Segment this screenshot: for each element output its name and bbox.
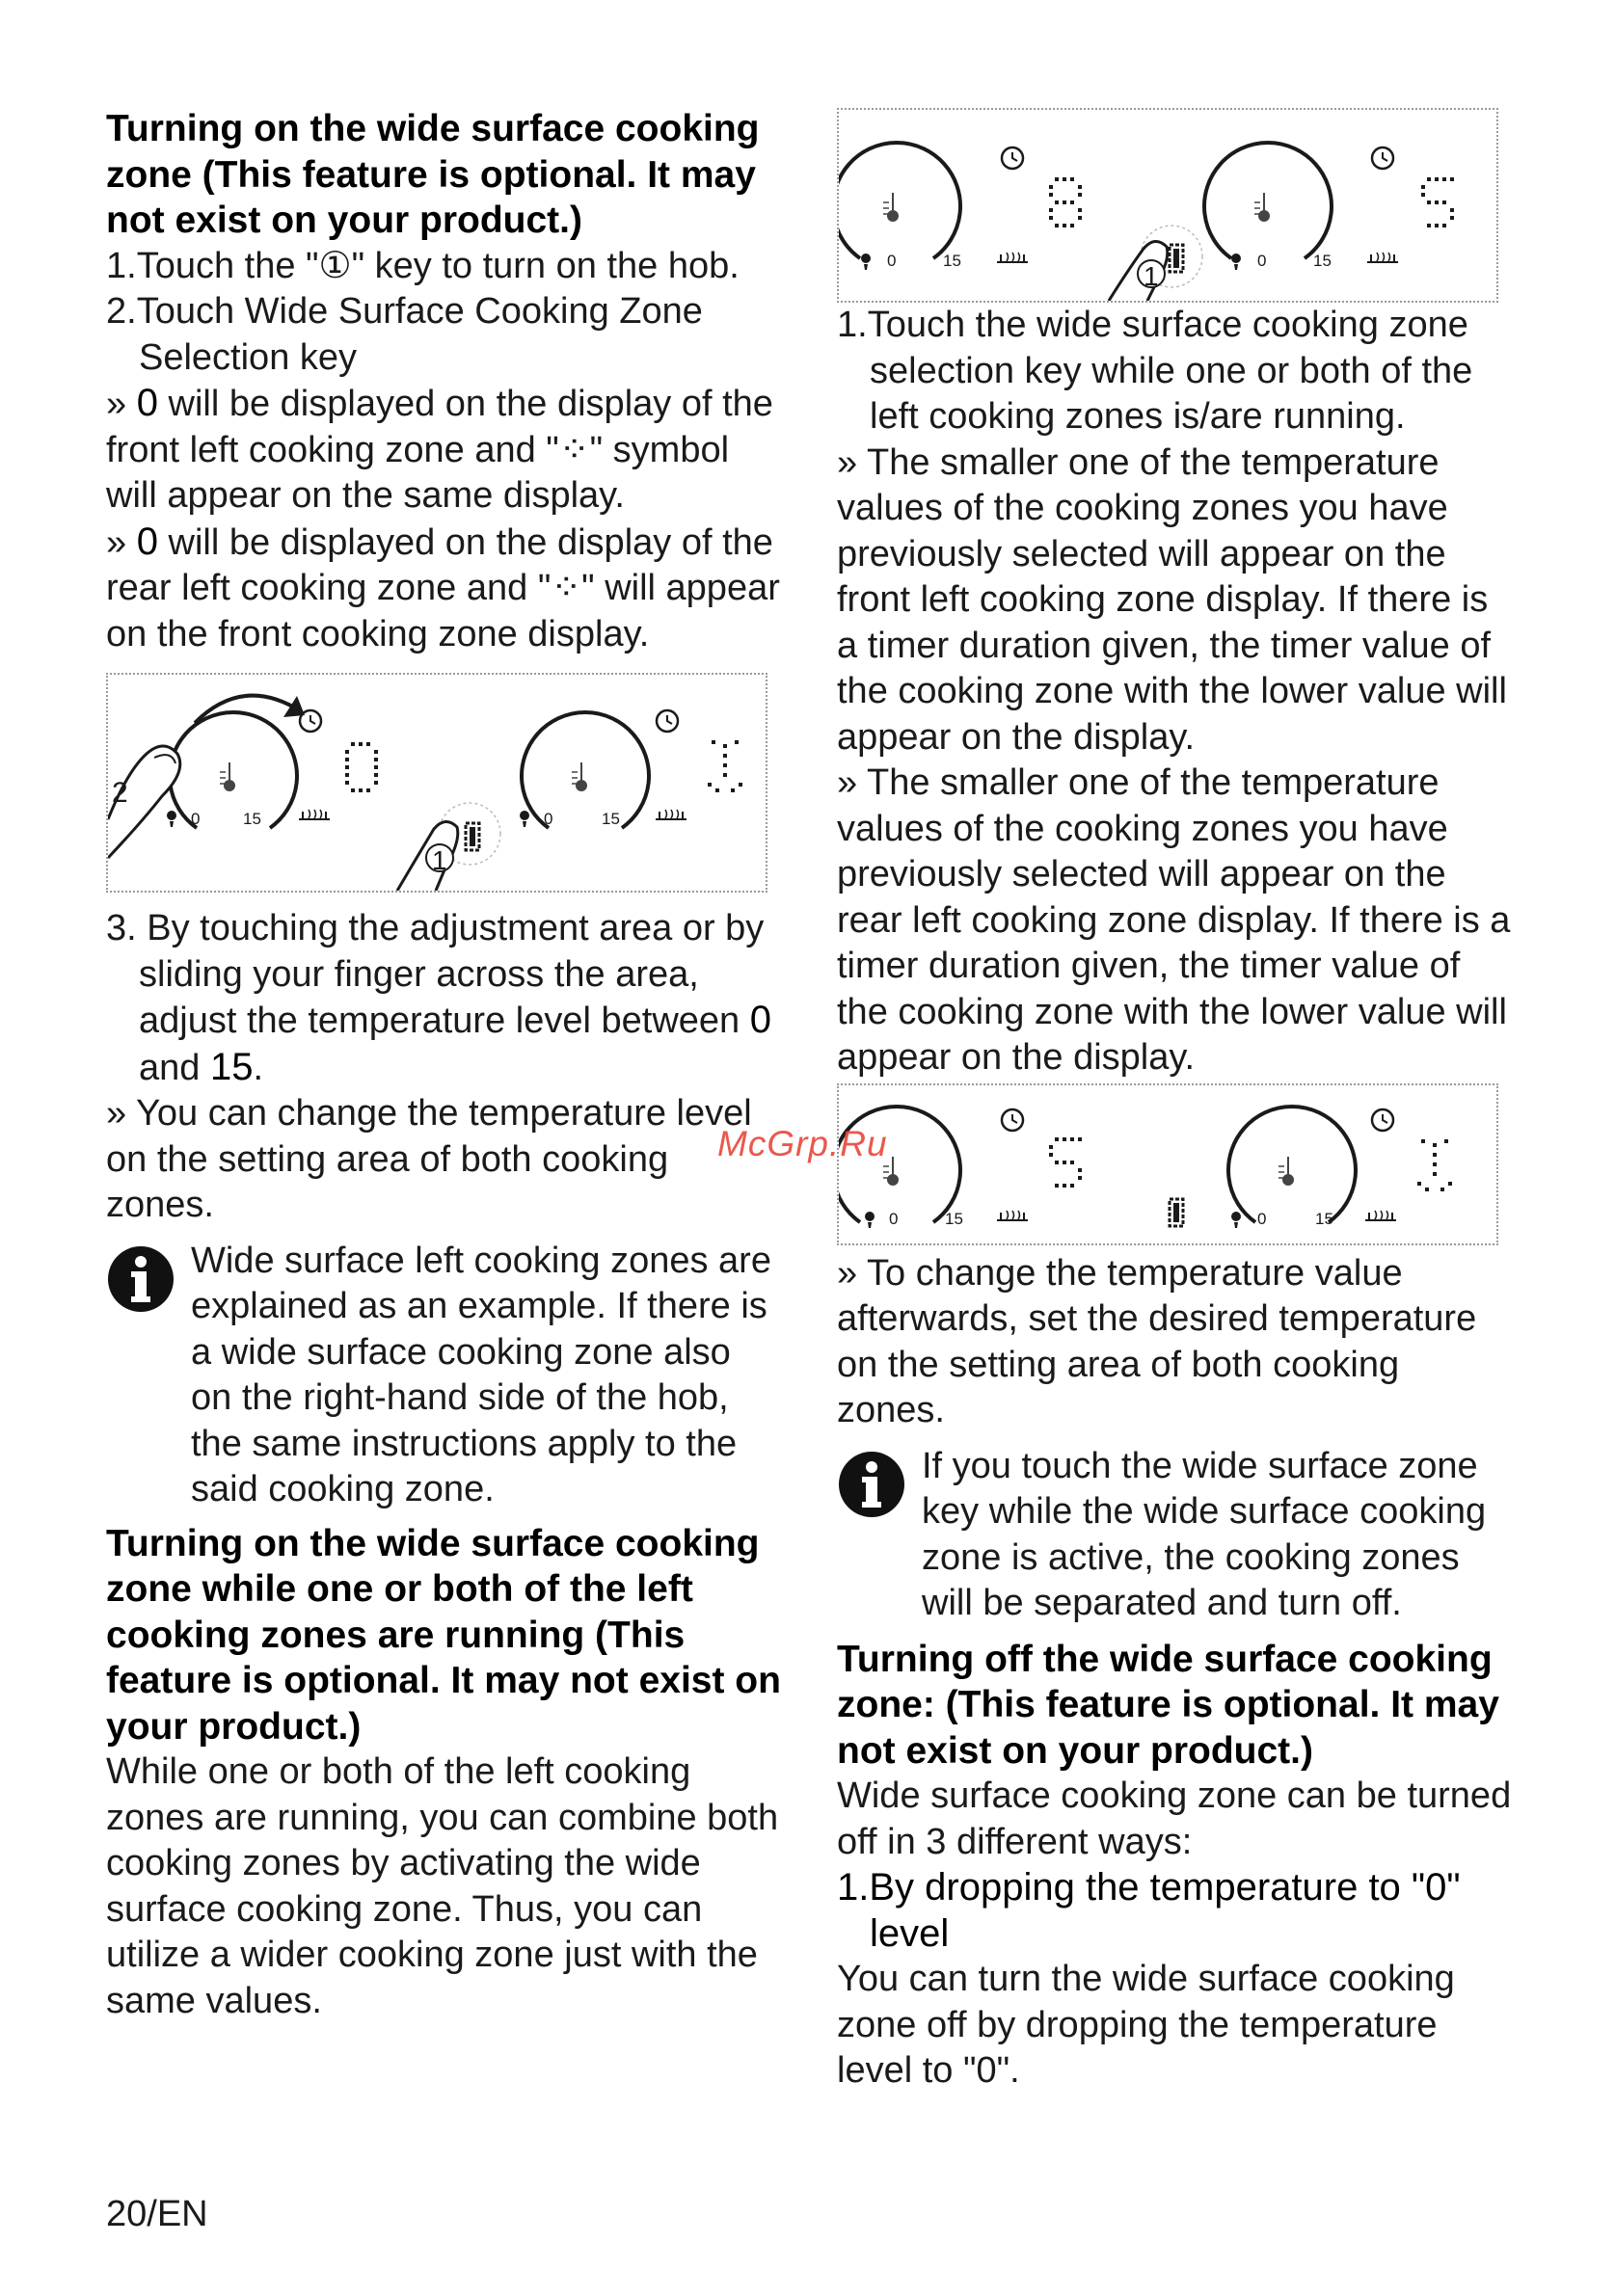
page-number: 20/EN xyxy=(106,2194,208,2234)
step-3: 3. By touching the adjustment area or by sliding your finger across the area, adjust the temperature level between 0 and 15. xyxy=(106,908,771,1088)
result-1: » 0 will be displayed on the display of the front left cooking zone and "⁘" symbol will appear on the same display. xyxy=(106,382,773,516)
dial-label-low: 0 xyxy=(544,810,553,828)
result-2-right: » The smaller one of the temperature values of the cooking zones you have previously selected will appear on the rear left cooking zone display. If there is a timer duration given, the timer value of the cooking zone with the lower value will appear on the display. xyxy=(837,762,1511,1078)
step-1-right: 1.Touch the wide surface cooking zone selection key while one or both of the left cooking zones is/are running. xyxy=(837,305,1473,437)
result-1-right: » The smaller one of the temperature values of the cooking zones you have previously selected will appear on the front left cooking zone display. If there is a timer duration given, the timer value of the cooking zone with the lower value will appear on the display. xyxy=(837,441,1507,758)
finger-touch-1 xyxy=(1109,241,1168,301)
info-text-1: Wide surface left cooking zones are explained as an example. If there is a wide surface cooking zone also on the right-hand side of the hob, the same instructions apply to the said cooking zone. xyxy=(191,1240,771,1509)
dial-label-low: 0 xyxy=(1257,1209,1267,1228)
para-turn-off-zero: You can turn the wide surface cooking zone off by dropping the temperature level to "0". xyxy=(837,1959,1455,2091)
dial-label-low: 0 xyxy=(889,1209,899,1228)
display-right xyxy=(1421,177,1454,227)
info-text-2: If you touch the wide surface zone key while the wide surface cooking zone is active, the cooking zones will be separated and turn off. xyxy=(922,1445,1487,1623)
dial-label-high: 15 xyxy=(945,1209,963,1228)
dial-label-high: 15 xyxy=(602,810,620,828)
dial-label-high: 15 xyxy=(1315,1209,1333,1228)
left-column xyxy=(106,106,781,2024)
svg-text:2: 2 xyxy=(112,777,128,809)
step-1: 1.Touch the "①" key to turn on the hob. xyxy=(106,245,740,286)
result-2: » 0 will be displayed on the display of the rear left cooking zone and "⁘" will appear on the front cooking zone display. xyxy=(106,520,780,654)
dial-label-high: 15 xyxy=(943,252,961,270)
step-2: 2.Touch Wide Surface Cooking Zone Selection key xyxy=(106,291,703,378)
info-note-2 xyxy=(837,1444,1512,1627)
display-right xyxy=(1417,1139,1452,1191)
para-turn-off-ways: Wide surface cooking zone can be turned off in 3 different ways: xyxy=(837,1775,1512,1862)
hob-control-figure-3 xyxy=(837,1083,1498,1245)
step-off-1: 1.By dropping the temperature to "0" level xyxy=(837,1866,1461,1955)
dial-label-low: 0 xyxy=(1257,252,1267,270)
result-3: » You can change the temperature level on the setting area of both cooking zones. xyxy=(106,1093,752,1225)
display-left xyxy=(1049,177,1082,227)
right-column xyxy=(837,108,1512,2095)
info-note-1 xyxy=(106,1239,781,1513)
dial-label-low: 0 xyxy=(191,810,201,828)
heading-turn-on-wide: Turning on the wide surface cooking zone (This feature is optional. It may not exist on your product.) xyxy=(106,108,760,241)
hob-control-figure-2 xyxy=(837,108,1498,303)
finger-touch-1 xyxy=(397,821,458,891)
info-icon xyxy=(837,1444,910,1524)
watermark: McGrp.Ru xyxy=(717,1124,888,1163)
svg-text:1: 1 xyxy=(432,845,447,875)
heading-turn-off-wide: Turning off the wide surface cooking zone: (This feature is optional. It may not exist on your product.) xyxy=(837,1638,1499,1772)
result-3-right: » To change the temperature value afterwards, set the desired temperature on the setting area of both cooking zones. xyxy=(837,1252,1477,1430)
display-left xyxy=(345,742,378,792)
finger-touch-2 xyxy=(108,746,180,858)
dial-label-high: 15 xyxy=(243,810,261,828)
hob-control-figure-1 xyxy=(106,673,767,893)
dial-label-low: 0 xyxy=(887,252,897,270)
heading-wide-while-running: Turning on the wide surface cooking zone while one or both of the left cooking zones are running (This feature is optional. It may not exist on your product.) xyxy=(106,1522,781,1748)
para-wide-while-running: While one or both of the left cooking zones are running, you can combine both cooking zones by activating the wide surface cooking zone. Thus, you can utilize a wider cooking zone just with the same values. xyxy=(106,1751,779,2021)
display-right xyxy=(708,740,742,792)
svg-text:1: 1 xyxy=(1144,261,1159,291)
info-icon xyxy=(106,1239,179,1319)
display-left xyxy=(1049,1137,1082,1188)
dial-label-high: 15 xyxy=(1313,252,1332,270)
